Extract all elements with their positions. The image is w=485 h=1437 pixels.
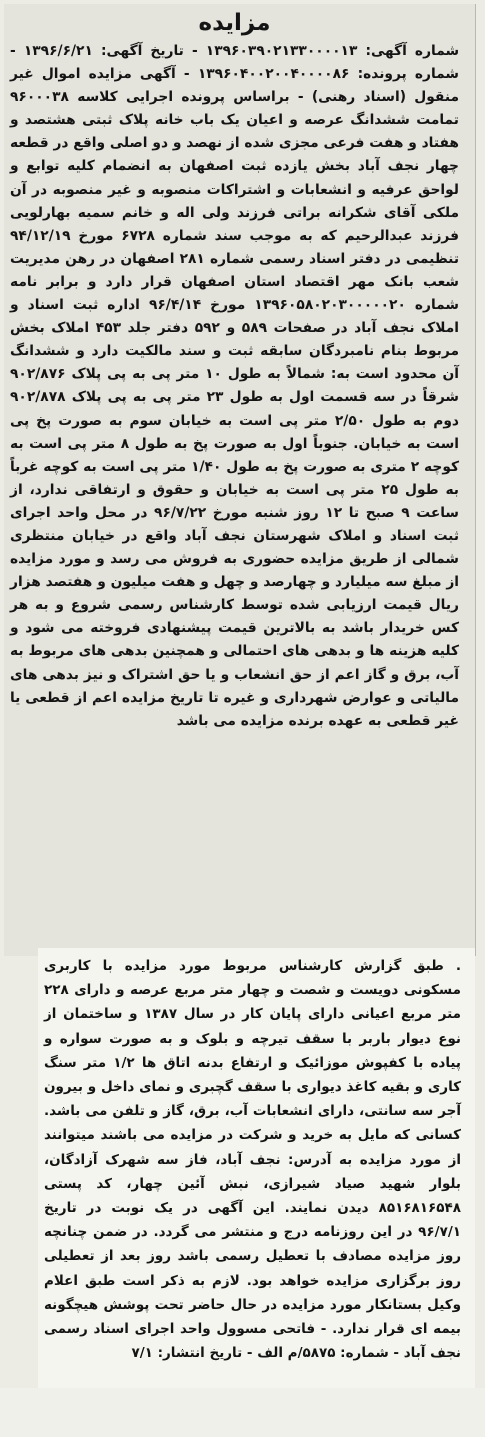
auction-notice-column bbox=[4, 4, 476, 956]
page-margin bbox=[0, 1388, 485, 1437]
notice-continuation-slip bbox=[38, 948, 475, 1388]
notice-body-main: شماره آگهی: ۱۳۹۶۰۳۹۰۲۱۳۳۰۰۰۰۱۳ - تاریخ آگهی: ۱۳۹۶/۶/۲۱ - شماره پرونده: ۱۳۹۶۰۴۰۰۲۰۰۴۰۰۰۰۸۶ - آگهی مزایده اموال غیر منقول (اسناد رهنی) - براساس پرونده اجرایی کلاسه ۹۶۰۰۰۳۸ تمامت ششدانگ عرصه و اعیان یک باب خانه پلاک ثبتی هشتصد و هفتاد و هفت فرعی مجزی شده از نهصد و دو اصلی واقع در قطعه چهار نجف آباد بخش یازده ثبت اصفهان به انضمام کلیه توابع و لواحق عرفیه و انشعابات و اشتراکات منصوبه و غیر منصوبه در آن ملکی آقای شکرانه براتی فرزند ولی اله و خانم سمیه بهارلویی فرزند عبدالرحیم که به موجب سند شماره ۶۷۲۸ مورخ ۹۴/۱۲/۱۹ تنظیمی در دفتر اسناد رسمی شماره ۲۸۱ اصفهان در رهن مدیریت شعب بانک مهر اقتصاد استان اصفهان قرار دارد و برابر نامه شماره ۱۳۹۶۰۵۸۰۲۰۳۰۰۰۰۰۲۰ مورخ ۹۶/۴/۱۴ اداره ثبت اسناد و املاک نجف آباد در صفحات ۵۸۹ و ۵۹۲ دفتر جلد ۴۵۳ املاک بخش مربوط بنام نامبردگان سابقه ثبت و سند مالکیت دارد و ششدانگ آن محدود است به: شمالاً به طول ۱۰ متر پی به پی پلاک ۹۰۲/۸۷۶ شرقاً در سه قسمت اول به طول ۲۳ متر پی به پی پلاک ۹۰۲/۸۷۸ دوم به طول ۲/۵۰ متر پی است به خیابان سوم به صورت پخ پی است به خیابان. جنوباً اول به صورت پخ به طول ۸ متر پی است به کوچه ۲ متری به صورت پخ به طول ۱/۴۰ متر پی است به کوچه غرباً به طول ۲۵ متر پی است به خیابان و حقوق و ارتفاقی ندارد، از ساعت ۹ صبح تا ۱۲ روز شنبه مورخ ۹۶/۷/۲۲ در محل واحد اجرای ثبت اسناد و املاک شهرستان نجف آباد واقع در خیابان منتظری شمالی از طریق مزایده حضوری به فروش می رسد و مورد مزایده از مبلغ سه میلیارد و چهارصد و چهل و هفت میلیون و هفتصد هزار ریال قیمت ارزیابی شده توسط کارشناس رسمی شروع و به هر کس خریدار باشد به بالاترین قیمت پیشنهادی فروخته می شود و کلیه هزینه ها و بدهی های احتمالی و همچنین بدهی های مربوط به آب، برق و گاز اعم از حق انشعاب و یا حق اشتراک و نیز بدهی های مالیاتی و عوارض شهرداری و غیره تا تاریخ مزایده اعم از قطعی یا غیر قطعی به عهده برنده مزایده می باشد bbox=[10, 43, 460, 729]
notice-body-continuation: . طبق گزارش کارشناس مربوط مورد مزایده با کاربری مسکونی دویست و شصت و چهار متر مربع عرصه و دارای ۲۲۸ متر مربع اعیانی دارای پایان کار در سال ۱۳۸۷ و ساختمان از نوع دیوار باربر با سقف تیرچه و بلوک و به صورت سواره و پیاده با کفپوش موزائیک و ارتفاع بدنه اتاق ها ۱/۲ متر سنگ کاری و بقیه کاغذ دیواری با سقف گچبری و نمای داخل و بیرون آجر سه سانتی، دارای انشعابات آب، برق، گاز و تلفن می باشد. کسانی که مایل به خرید و شرکت در مزایده می باشند میتوانند از مورد مزایده به آدرس: نجف آباد، فاز سه شهرک آزادگان، بلوار شهید صیاد شیرازی، نبش آئین چهار، کد پستی ۸۵۱۶۸۱۶۵۴۸ دیدن نمایند. این آگهی در یک نوبت در تاریخ ۹۶/۷/۱ در این روزنامه درج و منتشر می گردد. در ضمن چنانچه روز مزایده مصادف با تعطیل رسمی باشد روز بعد از تعطیلی روز برگزاری مزایده خواهد بود. لازم به ذکر است طبق اعلام وکیل بستانکار مورد مزایده در حال حاضر تحت پوشش هیچگونه بیمه ای قرار ندارد. - فاتحی مسوول واحد اجرای اسناد رسمی نجف آباد - شماره: ۵۸۷۵/م الف - تاریخ انتشار: ۷/۱ bbox=[44, 958, 461, 1362]
notice-title: مزایده bbox=[198, 10, 271, 36]
